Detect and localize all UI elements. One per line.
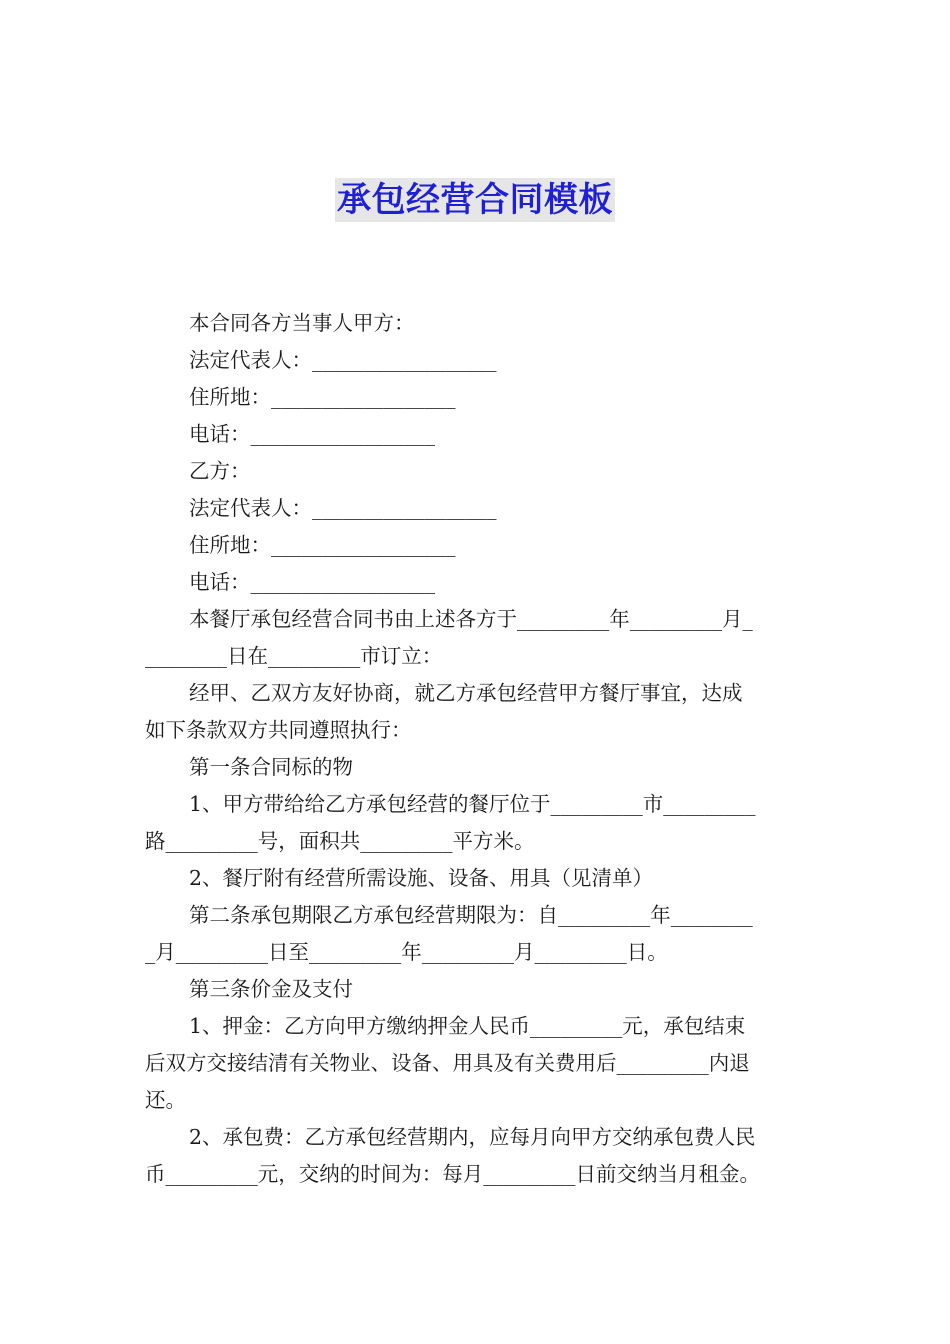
article-3-heading: 第三条价金及支付 <box>189 977 353 1001</box>
article-1-item-2: 2、餐厅附有经营所需设施、设备、用具（见清单） <box>189 866 654 890</box>
article-3-fee-continued: 币_________元，交纳的时间为：每月_________日前交纳当月租金。 <box>145 1162 760 1186</box>
signing-place-line: ________日在_________市订立： <box>145 644 443 668</box>
party-a-address: 住所地：__________________ <box>189 385 456 409</box>
document-body <box>145 305 807 1193</box>
agreement-intro-line: 经甲、乙双方友好协商，就乙方承包经营甲方餐厅事宜，达成 <box>189 681 743 705</box>
article-3-fee: 2、承包费：乙方承包经营期内，应每月向甲方交纳承包费人民 <box>189 1125 756 1149</box>
article-1-item-1-continued: 路_________号，面积共_________平方米。 <box>145 829 535 853</box>
party-intro: 本合同各方当事人甲方： <box>189 311 415 335</box>
party-b-heading: 乙方： <box>189 459 251 483</box>
party-b-phone: 电话：__________________ <box>189 570 435 594</box>
party-a-phone: 电话：__________________ <box>189 422 435 446</box>
article-3-deposit-end: 还。 <box>145 1088 186 1112</box>
article-3-deposit: 1、押金：乙方向甲方缴纳押金人民币_________元，承包结束 <box>189 1014 746 1038</box>
article-1-item-1: 1、甲方带给给乙方承包经营的餐厅位于_________市_________ <box>189 792 756 816</box>
title-container <box>0 178 950 222</box>
party-b-representative: 法定代表人：__________________ <box>189 496 497 520</box>
party-a-representative: 法定代表人：__________________ <box>189 348 497 372</box>
article-2-term-continued: _月_________日至_________年_________月_________日。 <box>145 940 668 964</box>
document-title: 承包经营合同模板 <box>337 180 613 220</box>
article-3-deposit-continued: 后双方交接结清有关物业、设备、用具及有关费用后_________内退 <box>145 1051 750 1075</box>
article-1-heading: 第一条合同标的物 <box>189 755 353 779</box>
party-b-address: 住所地：__________________ <box>189 533 456 557</box>
agreement-intro-continued: 如下条款双方共同遵照执行： <box>145 718 412 742</box>
signing-date-line: 本餐厅承包经营合同书由上述各方于_________年_________月_ <box>189 607 753 631</box>
article-2-term: 第二条承包期限乙方承包经营期限为：自_________年________ <box>189 903 753 927</box>
